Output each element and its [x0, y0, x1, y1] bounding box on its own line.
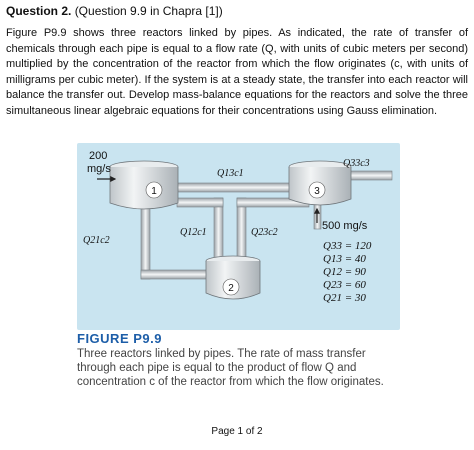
label-q12c1: Q12c1 [180, 227, 207, 238]
pipe-q12-top [177, 198, 223, 207]
flow-q23: Q23 = 60 [323, 279, 366, 291]
reactor-2 [206, 256, 260, 299]
problem-text: Figure P9.9 shows three reactors linked by pipes. As indicated, the rate of transfer of chemicals through each pipe is equal to a flow rate (Q, with units of cubic meters per second) multiplied by the concentration of the reactor from which the flow originates (c, with units of milligrams per cubic meter). If the system is at a steady state, the transfer into each reactor will balance the transfer out. Develop mass-balance equations for the reactors and solve the three simultaneous linear algebraic equations for their concentrations using Gauss elimination. [6, 27, 468, 117]
flow-q33: Q33 = 120 [323, 240, 372, 252]
reactor-1-label: 1 [151, 186, 157, 197]
flow-values-list [323, 240, 372, 304]
label-q13c1: Q13c1 [217, 168, 244, 179]
page-number: Page 1 of 2 [211, 426, 263, 437]
label-q23c2: Q23c2 [251, 227, 278, 238]
pipe-q21-vertical [141, 205, 150, 279]
flow-q21: Q21 = 30 [323, 292, 366, 304]
inflow-1-value: 200 [89, 150, 108, 162]
inflow-3-label: 500 mg/s [322, 220, 368, 232]
figure-panel [77, 143, 400, 330]
label-q33c3: Q33c3 [343, 158, 370, 169]
pipe-q21-horizontal [141, 270, 207, 279]
inflow-1-unit: mg/s [87, 163, 111, 175]
figure-caption-text: Three reactors linked by pipes. The rate of mass transfer through each pipe is equal to the product of flow Q and concentration c of the reactor from which the flow originates. [77, 348, 384, 388]
pipe-q23 [237, 198, 246, 260]
flow-q13: Q13 = 40 [323, 253, 366, 265]
pipe-q13 [177, 183, 297, 192]
reactor-3-label: 3 [314, 186, 320, 197]
label-q21c2: Q21c2 [83, 235, 110, 246]
reactor-2-label: 2 [228, 283, 234, 294]
question-source: (Question 9.9 in Chapra [1]) [74, 4, 223, 18]
pipe-q12 [214, 198, 223, 260]
reactor-1 [110, 161, 178, 209]
reactor-diagram [77, 143, 400, 330]
question-label: Question 2. [6, 4, 72, 18]
figure-caption-title: FIGURE P9.9 [77, 331, 162, 346]
reactor-3 [289, 161, 351, 205]
question-heading [6, 4, 223, 18]
flow-q12: Q12 = 90 [323, 266, 366, 278]
